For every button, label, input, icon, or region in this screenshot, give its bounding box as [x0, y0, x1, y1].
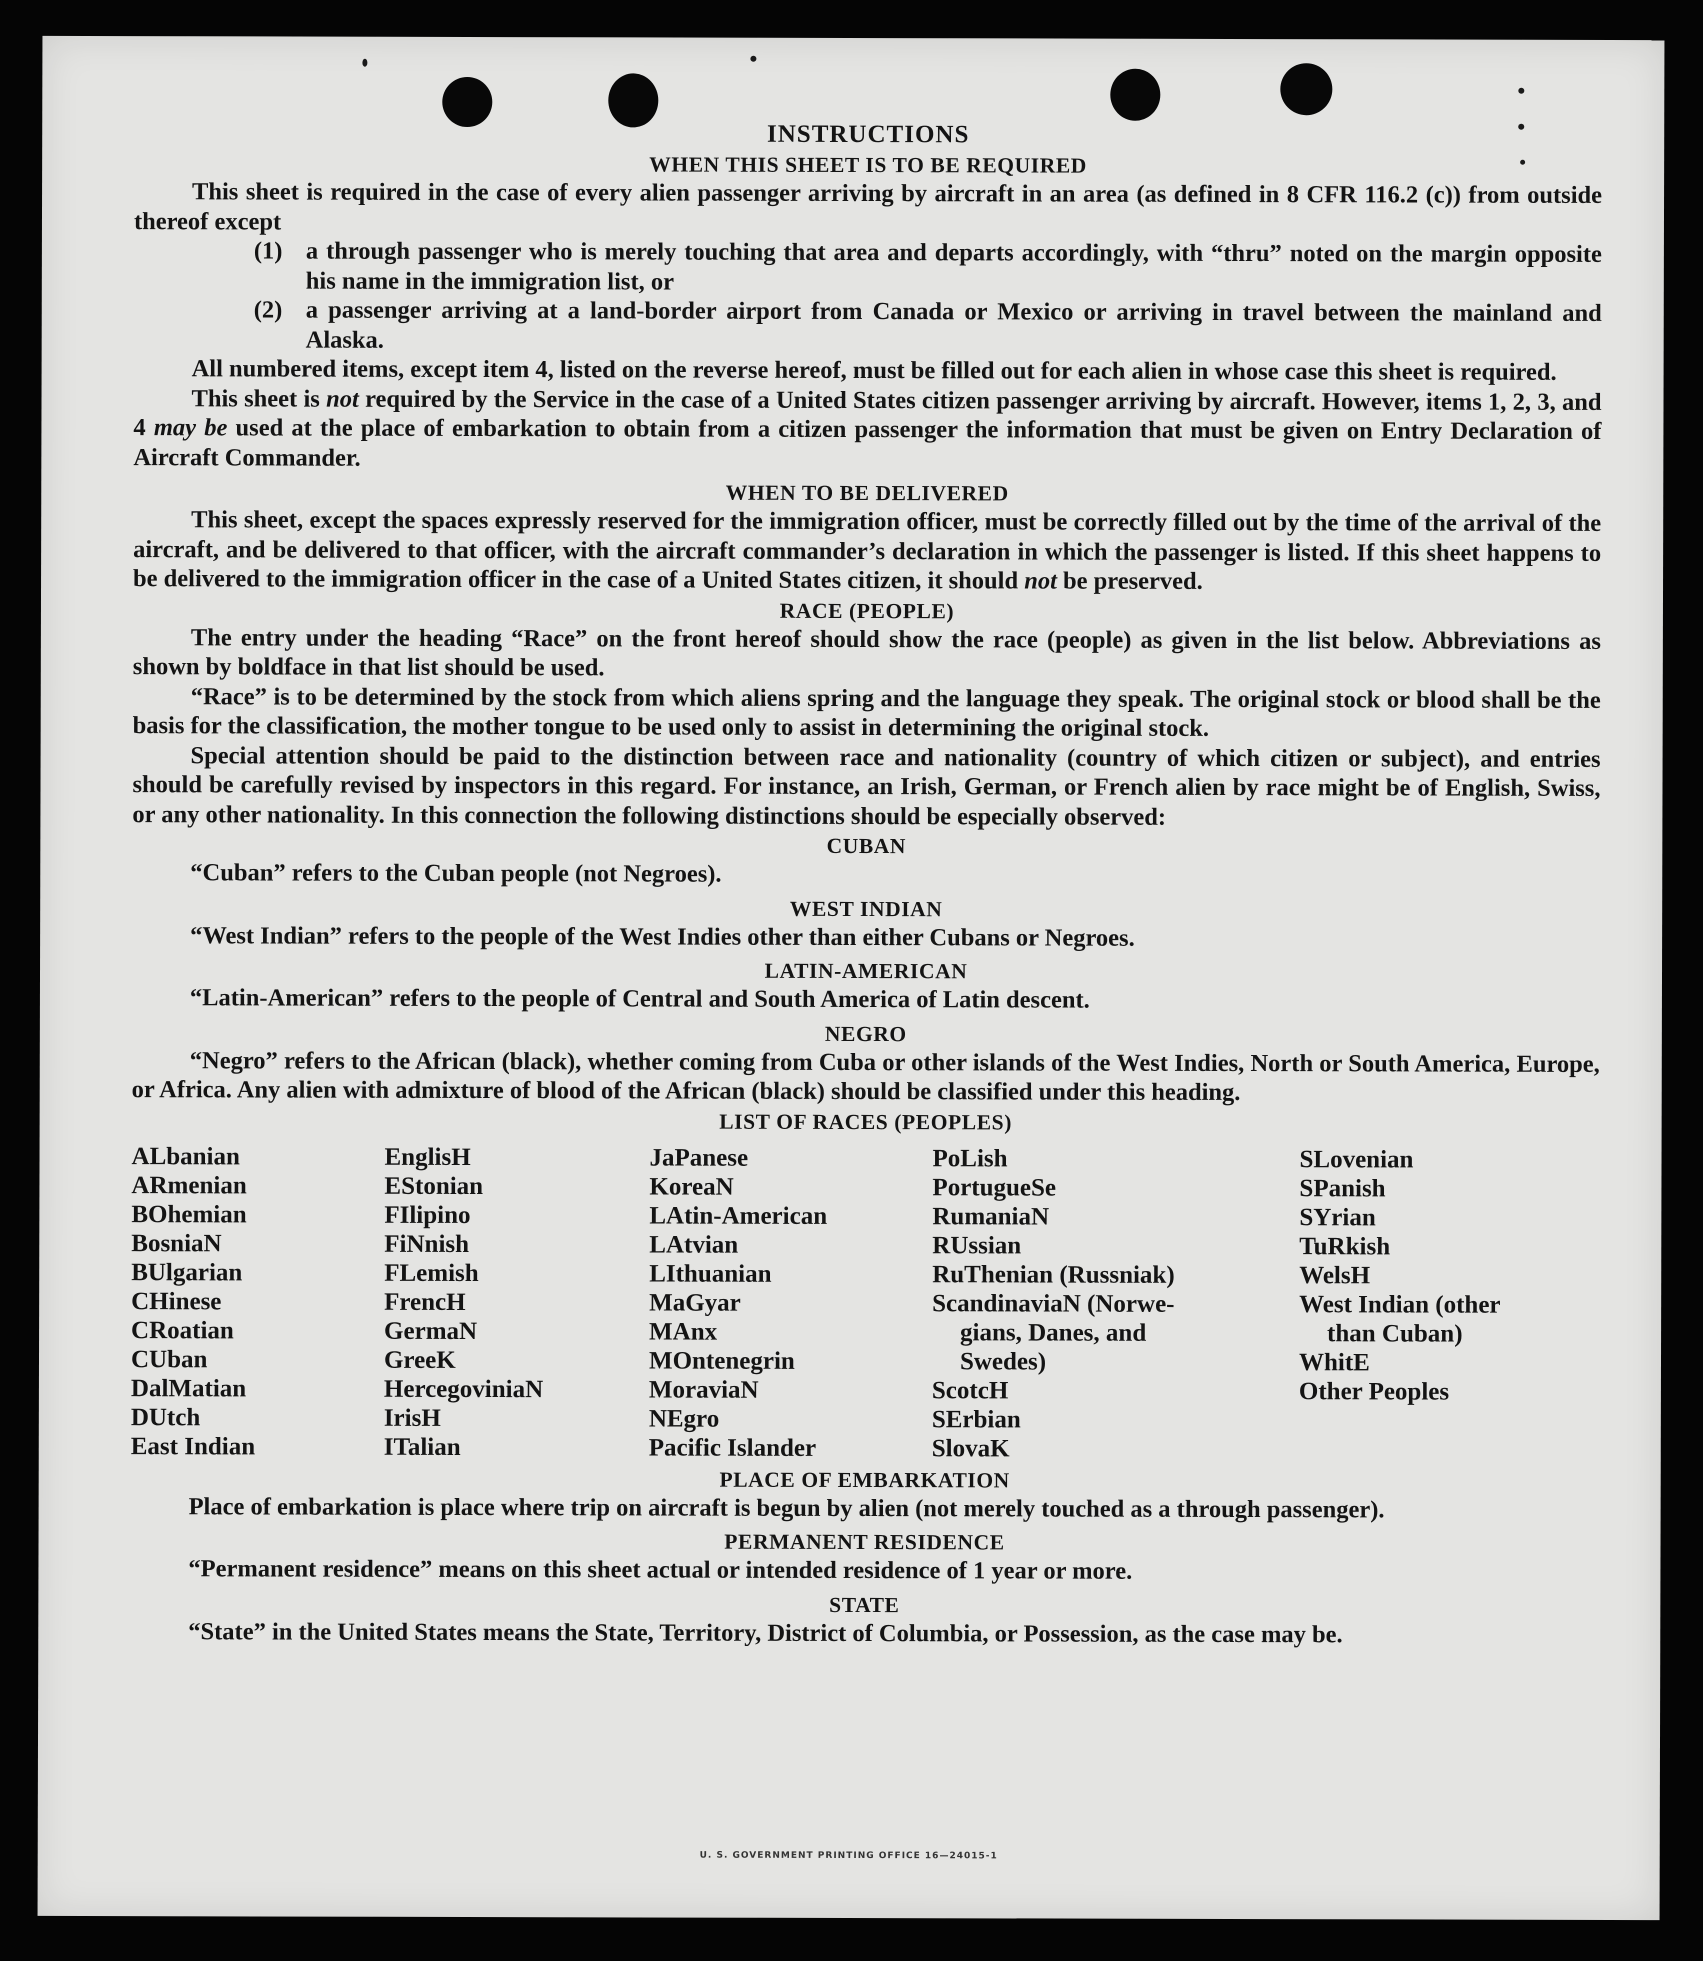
race-item: TuRkish [1299, 1232, 1391, 1260]
race-item: MAnx [649, 1317, 718, 1346]
race-item: GermaN [384, 1317, 478, 1345]
race-item: PoLish [932, 1144, 1008, 1172]
race-item: SYrian [1299, 1203, 1376, 1231]
race-item: DUtch [130, 1403, 201, 1431]
race-item: EStonian [384, 1172, 484, 1200]
section-heading: PLACE OF EMBARKATION [719, 1467, 1010, 1492]
race-item: EnglisH [384, 1143, 471, 1171]
section-heading: PERMANENT RESIDENCE [724, 1529, 1005, 1555]
race-item: ScotcH [931, 1376, 1009, 1404]
race-item: BosniaN [131, 1229, 222, 1257]
race-item: PortugueSe [932, 1173, 1057, 1202]
paragraph: All numbered items, except item 4, listed on the reverse hereof, must be filled out for each alien in whose case this sheet is required. [191, 355, 1557, 386]
section-heading: LATIN-AMERICAN [764, 958, 968, 984]
race-item: NEgro [648, 1404, 720, 1433]
race-column-1 [131, 1142, 385, 1462]
paragraph: “Cuban” refers to the Cuban people (not Negroes). [190, 859, 722, 888]
race-item: MOntenegrin [648, 1346, 795, 1375]
race-item: FiNnish [384, 1230, 470, 1258]
race-item: KoreaN [649, 1172, 734, 1201]
race-item: gians, Danes, and [960, 1318, 1147, 1347]
race-item: GreeK [383, 1346, 456, 1374]
document-sheet [38, 36, 1665, 1920]
paragraph: “Race” is to be determined by the stock from which aliens spring and the language they speak. The original stock or blood shall be the basis for the classification, the mother tongue to be used only to assist in determining the original stock. [132, 682, 1601, 742]
paragraph: This sheet is not required by the Service in the case of a United States citizen passenger arriving by aircraft. However, items 1, 2, 3, and 4 may be used at the place of embarkation to obtain from a citizen passenger the information that must be given on Entry Declaration of Aircraft Commander. [133, 384, 1602, 472]
race-item: WhitE [1298, 1348, 1370, 1376]
race-item: LIthuanian [649, 1259, 772, 1288]
item-number: (2) [253, 296, 283, 324]
paragraph: “West Indian” refers to the people of the West Indies other than either Cubans or Negroes. [190, 921, 1135, 952]
speck [362, 59, 367, 67]
race-list [131, 1142, 1600, 1465]
race-item: LAtin-American [649, 1201, 828, 1230]
instructions-body [130, 78, 1602, 1650]
race-item: SlovaK [931, 1434, 1010, 1462]
item-text: a through passenger who is merely touching that area and departs accordingly, with “thru” noted on the margin opposite his name in the immigration list, or [305, 237, 1602, 296]
item-number: (1) [253, 237, 283, 265]
race-item: LAtvian [649, 1230, 739, 1259]
race-item: Pacific Islander [648, 1433, 817, 1462]
section-heading: WHEN THIS SHEET IS TO BE REQUIRED [649, 152, 1087, 178]
race-item: FIlipino [384, 1201, 471, 1229]
speck [750, 56, 756, 62]
race-item: Other Peoples [1298, 1377, 1450, 1406]
race-column-4 [932, 1144, 1300, 1464]
race-item: JaPanese [649, 1143, 749, 1172]
race-item: West Indian (other [1299, 1290, 1501, 1319]
race-column-3 [649, 1143, 933, 1463]
paragraph: “Latin-American” refers to the people of Central and South America of Latin descent. [189, 984, 1090, 1014]
race-item: CUban [130, 1345, 208, 1373]
race-item: RuThenian (Russniak) [932, 1260, 1175, 1289]
race-item: IrisH [383, 1404, 441, 1432]
race-item: than Cuban) [1327, 1319, 1463, 1348]
printer-imprint: U. S. GOVERNMENT PRINTING OFFICE 16—24015-1 [699, 1850, 998, 1862]
section-heading: WHEN TO BE DELIVERED [725, 480, 1009, 506]
race-item: MoraviaN [648, 1375, 759, 1404]
paragraph: The entry under the heading “Race” on the front hereof should show the race (people) as given in the list below. Abbreviations as shown by boldface in that list should be used. [132, 623, 1601, 682]
race-item: ITalian [383, 1433, 461, 1461]
race-item: BUlgarian [131, 1258, 243, 1286]
paragraph: “Permanent residence” means on this sheet actual or intended residence of 1 year or more. [188, 1555, 1133, 1585]
race-column-5 [1299, 1145, 1600, 1465]
race-item: RumaniaN [932, 1202, 1050, 1231]
race-item: FrencH [384, 1288, 466, 1316]
section-heading: CUBAN [826, 833, 907, 859]
section-heading: STATE [829, 1592, 900, 1617]
race-item: DalMatian [130, 1374, 247, 1402]
section-heading: LIST OF RACES (PEOPLES) [719, 1109, 1013, 1134]
race-item: SPanish [1299, 1174, 1386, 1202]
paragraph: This sheet is required in the case of every alien passenger arriving by aircraft in an area (as defined in 8 CFR 116.2 (c)) from outside thereof except [133, 178, 1603, 236]
race-item: SErbian [931, 1405, 1021, 1433]
numbered-item [134, 295, 1602, 358]
race-item: ALbanian [131, 1142, 240, 1170]
race-column-2 [384, 1142, 650, 1462]
section-heading: WEST INDIAN [789, 896, 943, 921]
numbered-item [134, 236, 1602, 299]
race-item: Swedes) [959, 1347, 1047, 1376]
paragraph: “State” in the United States means the State, Territory, District of Columbia, or Possession, as the case may be. [188, 1617, 1343, 1648]
race-item: WelsH [1299, 1261, 1371, 1289]
paragraph: Place of embarkation is place where trip on aircraft is begun by alien (not merely touched as a through passenger). [188, 1492, 1385, 1523]
item-text: a passenger arriving at a land-border airport from Canada or Mexico or arriving in travel between the mainland and Alaska. [305, 296, 1602, 354]
paragraph: “Negro” refers to the African (black), whether coming from Cuba or other islands of the West Indies, North or South America, Europe, or Africa. Any alien with admixture of blood of the African (black) should be classified under this heading. [131, 1046, 1600, 1107]
paragraph: This sheet, except the spaces expressly reserved for the immigration officer, must be correctly filled out by the time of the arrival of the aircraft, and be delivered to that officer, with the aircraft commander’s declaration in which the passenger is listed. If this sheet happens to be delivered to the immigration officer in the case of a United States citizen, it should not be preserved. [133, 506, 1602, 595]
section-heading: NEGRO [824, 1021, 907, 1046]
race-item: SLovenian [1299, 1145, 1414, 1173]
race-item: East Indian [130, 1432, 256, 1460]
page-title: INSTRUCTIONS [767, 120, 970, 149]
race-item: CRoatian [131, 1316, 234, 1344]
race-item: MaGyar [649, 1288, 741, 1317]
race-item: ARmenian [131, 1171, 247, 1199]
section-heading: RACE (PEOPLE) [779, 598, 955, 623]
race-item: HercegoviniaN [383, 1375, 544, 1403]
race-item: ScandinaviaN (Norwe- [932, 1289, 1175, 1318]
race-item: CHinese [131, 1287, 222, 1315]
race-item: RUssian [932, 1231, 1022, 1259]
paragraph: Special attention should be paid to the distinction between race and nationality (country of which citizen or subject), and entries should be carefully revised by inspectors in this regard. For instance, an Irish, German, or French alien by race might be of English, Swiss, or any other nationality. In this connection the following distinctions should be especially observed: [132, 741, 1601, 831]
race-item: FLemish [384, 1259, 479, 1287]
race-item: BOhemian [131, 1200, 247, 1228]
